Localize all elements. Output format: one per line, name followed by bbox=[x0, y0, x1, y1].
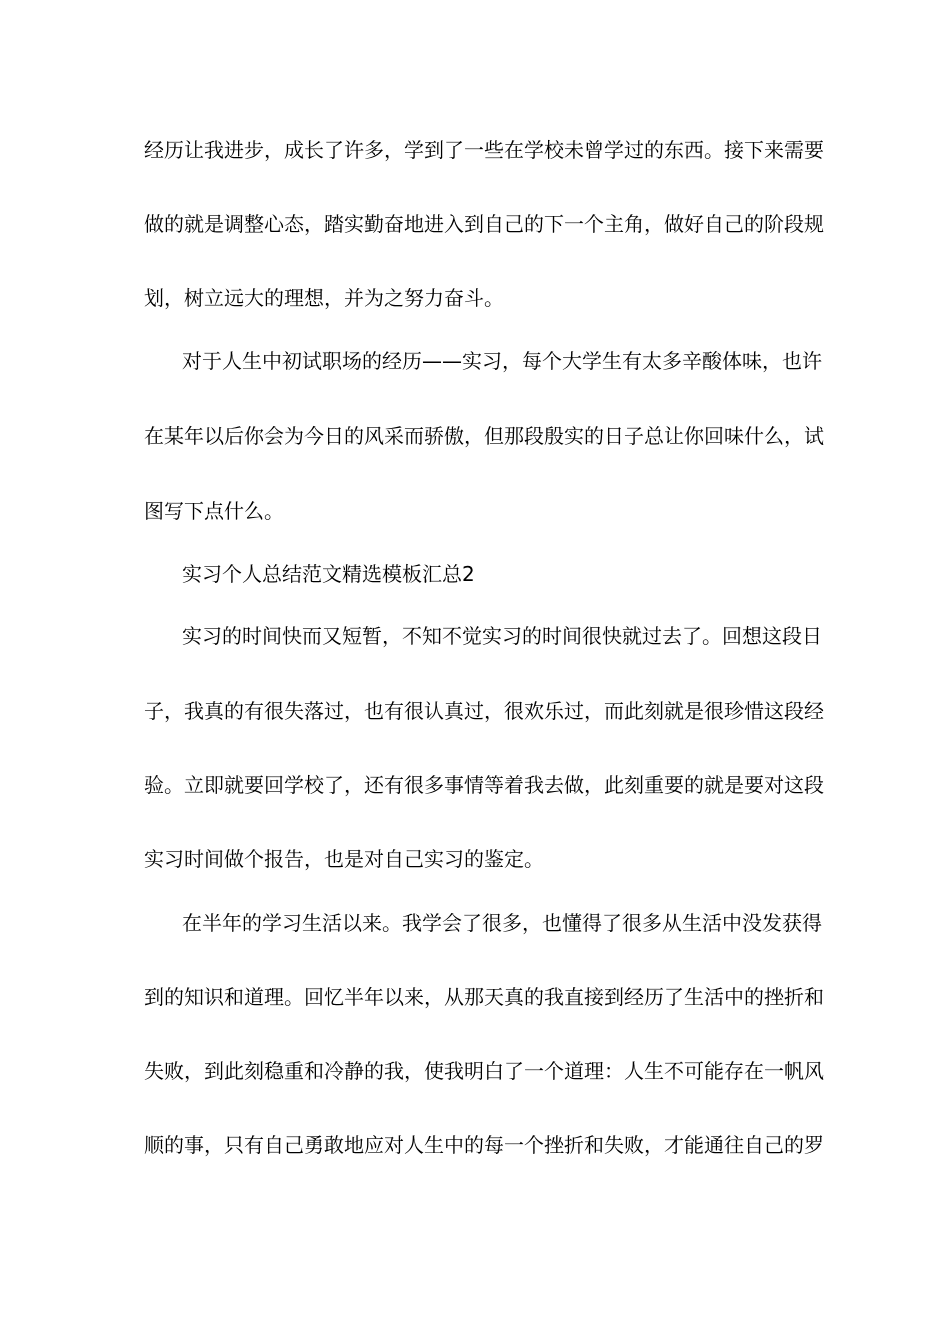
paragraph-line: 实习时间做个报告，也是对自己实习的鉴定。 bbox=[144, 847, 544, 871]
paragraph-line: 在某年以后你会为今日的风采而骄傲，但那段殷实的日子总让你回味什么，试 bbox=[144, 424, 824, 448]
paragraph-line: 验。立即就要回学校了，还有很多事情等着我去做，此刻重要的就是要对这段 bbox=[144, 773, 824, 797]
paragraph-line: 经历让我进步，成长了许多，学到了一些在学校未曾学过的东西。接下来需要 bbox=[144, 138, 824, 162]
paragraph-line: 图写下点什么。 bbox=[144, 499, 284, 523]
paragraph-line: 做的就是调整心态，踏实勤奋地进入到自己的下一个主角，做好自己的阶段规 bbox=[144, 212, 824, 236]
paragraph-line: 在半年的学习生活以来。我学会了很多，也懂得了很多从生活中没发获得 bbox=[182, 911, 822, 935]
paragraph-line: 顺的事，只有自己勇敢地应对人生中的每一个挫折和失败，才能通往自己的罗 bbox=[144, 1133, 824, 1157]
paragraph-line: 划，树立远大的理想，并为之努力奋斗。 bbox=[144, 286, 504, 310]
section-heading: 实习个人总结范文精选模板汇总2 bbox=[182, 562, 475, 586]
paragraph-line: 失败，到此刻稳重和冷静的我，使我明白了一个道理：人生不可能存在一帆风 bbox=[144, 1059, 824, 1083]
paragraph-line: 实习的时间快而又短暂，不知不觉实习的时间很快就过去了。回想这段日 bbox=[182, 624, 822, 648]
paragraph-line: 到的知识和道理。回忆半年以来，从那天真的我直接到经历了生活中的挫折和 bbox=[144, 985, 824, 1009]
paragraph-line: 子，我真的有很失落过，也有很认真过，很欢乐过，而此刻就是很珍惜这段经 bbox=[144, 699, 824, 723]
paragraph-line: 对于人生中初试职场的经历——实习，每个大学生有太多辛酸体味，也许 bbox=[182, 349, 822, 373]
